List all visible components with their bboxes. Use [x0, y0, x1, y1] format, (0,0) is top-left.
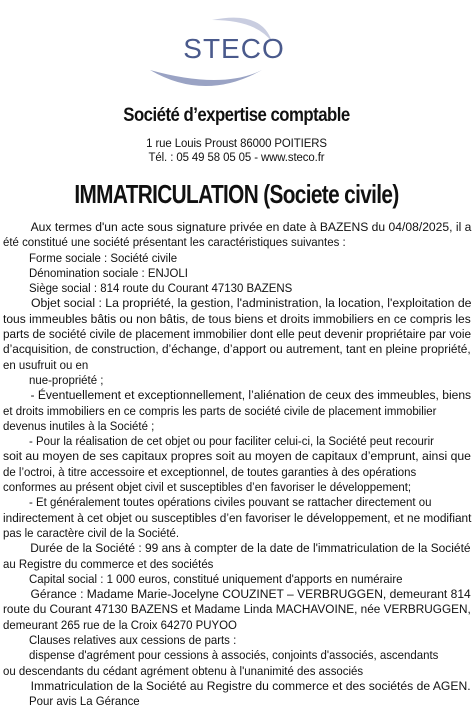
- notice-line: indirectement à cet objet ou susceptibles d’en favoriser le développement, et ne modifiant: [3, 510, 472, 525]
- notice-line: - Et généralement toutes opérations civiles pouvant se rattacher directement ou: [29, 495, 432, 510]
- notice-line: - Pour la réalisation de cet objet ou pour faciliter celui-ci, la Société peut recourir: [29, 434, 434, 449]
- notice-line: demeurant 265 rue de la Croix 64270 PUYOO: [3, 617, 237, 632]
- notice-line: parts de société civile de placement immobilier dont elle peut devenir propriétaire par voie: [3, 327, 472, 342]
- notice-line: pas le caractère civil de la Société.: [3, 525, 180, 540]
- notice-line: Siège social : 814 route du Courant 47130 BAZENS: [29, 281, 293, 296]
- logo-text: STECO: [183, 33, 285, 64]
- company-contact: Tél. : 05 49 58 05 05 - www.steco.fr: [148, 150, 325, 164]
- notice-line: Pour avis La Gérance: [29, 694, 140, 709]
- notice-line: dispense d'agrément pour cessions à associés, conjoints d'associés, ascendants: [29, 648, 439, 663]
- notice-line: Durée de la Société : 99 ans à compter de la date de l'immatriculation de la Société: [30, 541, 471, 556]
- notice-line: devenus inutiles à la Société ;: [3, 418, 155, 433]
- notice-line: de l’octroi, à titre accessoire et exceptionnel, de toutes garanties à des opérations: [3, 464, 417, 479]
- notice-line: - Éventuellement et exceptionnellement, l’aliénation de ceux des immeubles, biens: [30, 388, 472, 403]
- notice-body: [3, 220, 471, 710]
- company-address: 1 rue Louis Proust 86000 POITIERS: [146, 136, 327, 150]
- notice-line: Clauses relatives aux cessions de parts :: [29, 633, 237, 648]
- notice-line: d’acquisition, de construction, d’échange, d’apport ou autrement, tant en pleine propriété,: [3, 342, 471, 357]
- notice-line: et droits immobiliers en ce compris les parts de société civile de placement immobilier: [3, 403, 437, 418]
- notice-line: Immatriculation de la Société au Registre du commerce et des sociétés de AGEN.: [30, 678, 471, 693]
- notice-line: en usufruit ou en: [3, 357, 89, 372]
- notice-line: au Registre du commerce et des sociétés: [3, 556, 214, 571]
- notice-line: Forme sociale : Société civile: [29, 250, 178, 265]
- notice-line: nue-propriété ;: [29, 372, 104, 387]
- notice-line: Dénomination sociale : ENJOLI: [29, 265, 188, 280]
- notice-title: IMMATRICULATION (Societe civile): [74, 179, 399, 209]
- notice-line: Gérance : Madame Marie-Jocelyne COUZINET – VERBRUGGEN, demeurant 814: [30, 587, 471, 602]
- notice-line: soit au moyen de ses capitaux propres soit au moyen de capitaux d’emprunt, ainsi que: [3, 449, 471, 464]
- notice-line: tous immeubles bâtis ou non bâtis, de tous biens et droits immobiliers en ce compris les: [3, 311, 471, 326]
- company-title: Société d’expertise comptable: [123, 104, 350, 126]
- notice-line: été constitué une société présentant les caractéristiques suivantes :: [3, 235, 346, 250]
- notice-line: Capital social : 1 000 euros, constitué uniquement d'apports en numéraire: [29, 571, 403, 586]
- notice-line: ou descendants du cédant agrément obtenu à l'unanimité des associés: [3, 663, 364, 678]
- steco-logo: [0, 6, 473, 88]
- notice-line: Objet social : La propriété, la gestion, l'administration, la location, l'exploitation de: [30, 296, 472, 311]
- logo-swoosh-light: [150, 70, 262, 86]
- notice-line: Aux termes d'un acte sous signature privée en date à BAZENS du 04/08/2025, il a: [30, 220, 472, 234]
- notice-line: conformes au présent objet civil et susceptibles d’en favoriser le développement;: [3, 480, 412, 495]
- notice-line: route du Courant 47130 BAZENS et Madame Linda MACHAVOINE, née VERBRUGGEN,: [3, 602, 471, 617]
